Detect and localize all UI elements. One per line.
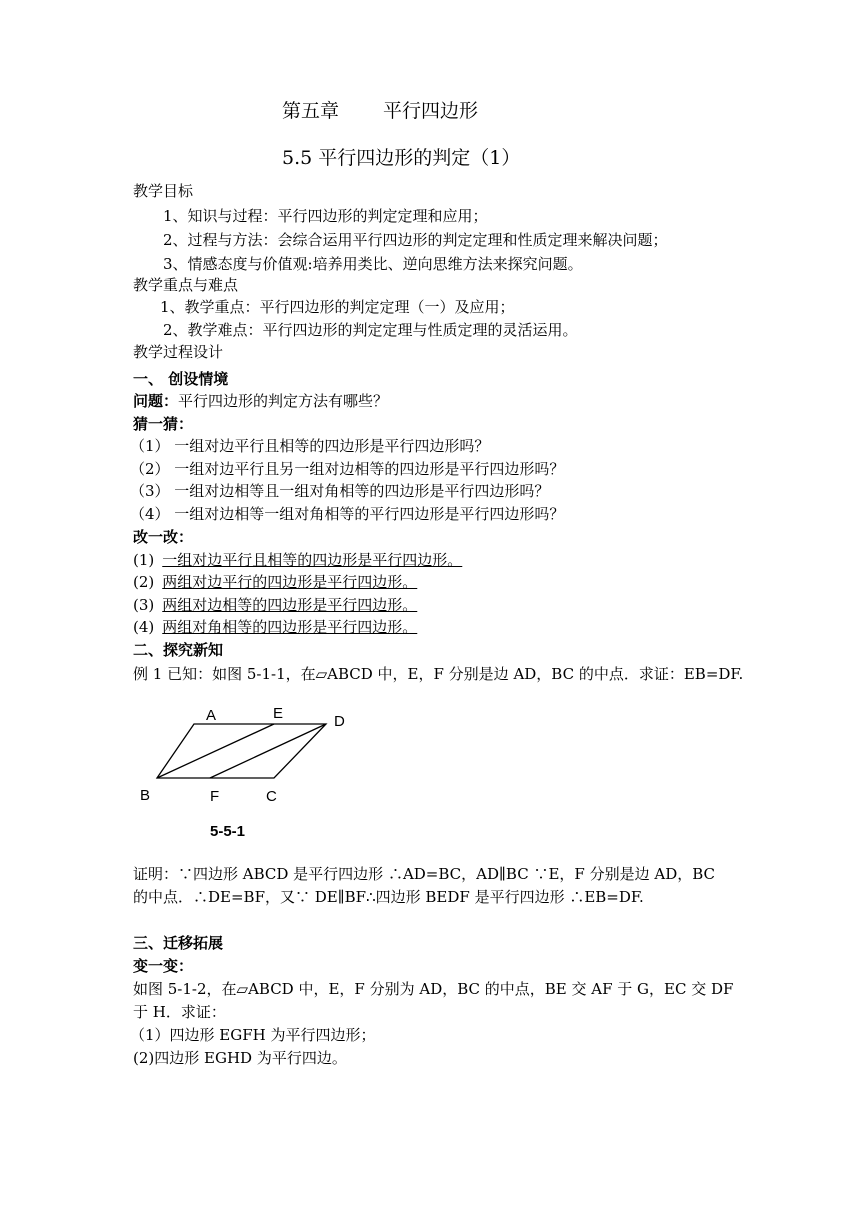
part2-heading: 二、探究新知 — [133, 641, 224, 659]
guess-heading: 猜一猜： — [133, 415, 194, 433]
key-point-item: 2、教学难点：平行四边形的判定定理与性质定理的灵活运用。 — [163, 321, 578, 339]
question-text: 平行四边形的判定方法有哪些？ — [178, 392, 389, 410]
change-number: (3) — [133, 596, 155, 614]
guess-item: （2） 一组对边平行且另一组对边相等的四边形是平行四边形吗？ — [130, 460, 565, 478]
objective-item: 2、过程与方法：会综合运用平行四边形的判定定理和性质定理来解决问题； — [163, 231, 668, 249]
guess-item: （4） 一组对边相等一组对角相等的平行四边形是平行四边形吗？ — [130, 505, 565, 523]
part3-heading: 三、迁移拓展 — [133, 934, 224, 952]
variant-item: (2)四边形 EGHD 为平行四边。 — [133, 1049, 347, 1067]
chapter-title — [282, 99, 478, 123]
process-heading: 教学过程设计 — [133, 343, 224, 361]
key-points-heading: 教学重点与难点 — [133, 276, 239, 294]
chapter-label: 第五章 — [282, 100, 340, 122]
section-title: 5.5 平行四边形的判定（1） — [282, 147, 521, 169]
variant-item: （1）四边形 EGFH 为平行四边形； — [130, 1026, 376, 1044]
part1-heading: 一、 创设情境 — [133, 370, 229, 388]
question-line — [133, 391, 388, 411]
guess-item: （1） 一组对边平行且相等的四边形是平行四边形吗？ — [130, 437, 490, 455]
label-d: D — [334, 713, 345, 730]
change-heading: 改一改： — [133, 528, 194, 546]
change-number: (1) — [133, 551, 155, 569]
objectives-heading: 教学目标 — [133, 182, 194, 200]
change-text: 一组对边平行且相等的四边形是平行四边形。 — [162, 551, 463, 569]
objective-item: 3、情感态度与价值观:培养用类比、逆向思维方法来探究问题。 — [163, 255, 583, 273]
figure-caption: 5-5-1 — [210, 823, 246, 840]
change-text: 两组对边平行的四边形是平行四边形。 — [162, 573, 418, 591]
variant-line: 如图 5-1-2，在▱ABCD 中，E，F 分别为 AD，BC 的中点，BE 交 AF 于 G，EC 交 DF — [133, 980, 734, 998]
change-item — [133, 595, 417, 615]
change-text: 两组对角相等的四边形是平行四边形。 — [162, 618, 418, 636]
example-statement: 例 1 已知：如图 5-1-1，在▱ABCD 中，E，F 分别是边 AD，BC 的中点．求证：EB=DF. — [133, 665, 744, 683]
change-item — [133, 550, 462, 570]
chapter-name: 平行四边形 — [383, 100, 479, 122]
segment-df — [210, 724, 326, 778]
change-number: (4) — [133, 618, 155, 636]
variant-heading: 变一变： — [133, 957, 194, 975]
proof-line: 的中点．∴DE=BF，又∵ DE∥BF∴四边形 BEDF 是平行四边形 ∴EB=DF. — [133, 888, 644, 906]
label-e: E — [273, 705, 284, 722]
parallelogram-abcd — [157, 724, 326, 778]
label-b: B — [140, 787, 151, 804]
objective-item: 1、知识与过程：平行四边形的判定定理和应用； — [163, 207, 488, 225]
change-number: (2) — [133, 573, 155, 591]
change-text: 两组对边相等的四边形是平行四边形。 — [162, 596, 418, 614]
proof-line: 证明：∵四边形 ABCD 是平行四边形 ∴AD=BC，AD∥BC ∵E，F 分别是边 AD，BC — [133, 865, 716, 883]
label-c: C — [266, 788, 277, 805]
label-f: F — [210, 788, 220, 805]
question-label: 问题： — [133, 392, 179, 410]
segment-be — [157, 724, 274, 778]
parallelogram-figure — [130, 698, 370, 848]
variant-line: 于 H．求证： — [133, 1003, 226, 1021]
key-point-item: 1、教学重点：平行四边形的判定定理（一）及应用； — [160, 298, 515, 316]
change-item — [133, 572, 417, 592]
guess-item: （3） 一组对边相等且一组对角相等的四边形是平行四边形吗？ — [130, 482, 550, 500]
change-item — [133, 617, 417, 637]
label-a: A — [206, 707, 217, 724]
